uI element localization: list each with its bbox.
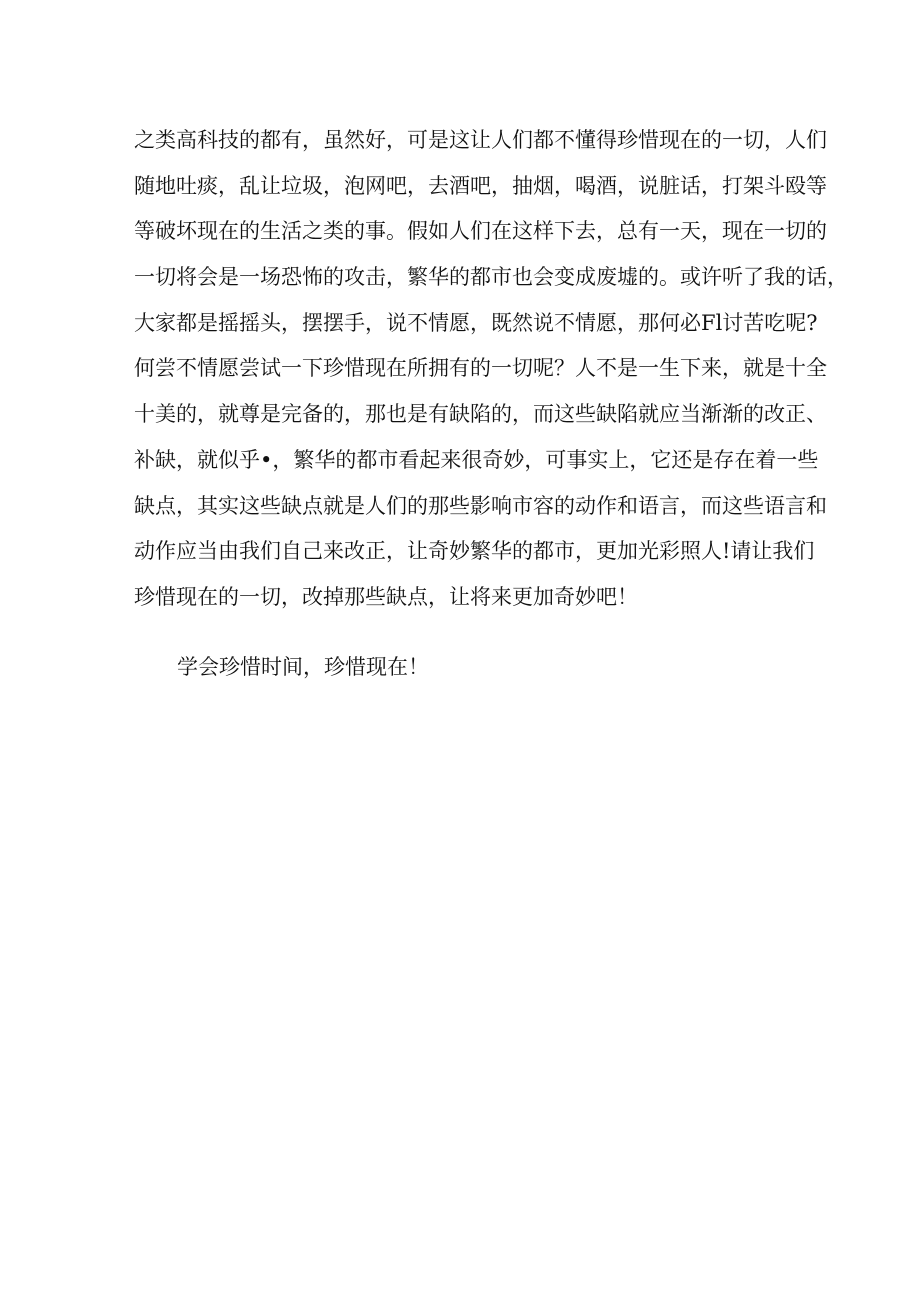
paragraph-line-10: 动作应当由我们自己来改正，让奇妙繁华的都市，更加光彩照人!请让我们 xyxy=(134,539,815,564)
paragraph-line-4: 一切将会是一场恐怖的攻击，繁华的都市也会变成废墟的。或许听了我的话， xyxy=(134,265,848,290)
closing-line: 学会珍惜时间，珍惜现在！ xyxy=(177,655,429,679)
essay-paragraph xyxy=(134,118,848,621)
paragraph-line-5: 大家都是摇摇头，摆摆手，说不情愿，既然说不情愿，那何必Fl讨苦吃呢? xyxy=(134,310,818,335)
paragraph-line-2: 随地吐痰，乱让垃圾，泡网吧，去酒吧，抽烟，喝酒，说脏话，打架斗殴等 xyxy=(134,173,827,198)
paragraph-line-8: 补缺，就似乎•，繁华的都市看起来很奇妙，可事实上，它还是存在着一些 xyxy=(134,447,819,472)
paragraph-line-3: 等破坏现在的生活之类的事。假如人们在这样下去，总有一天，现在一切的 xyxy=(134,219,827,244)
paragraph-line-9: 缺点，其实这些缺点就是人们的那些影响市容的动作和语言，而这些语言和 xyxy=(134,493,827,518)
paragraph-line-7: 十美的，就尊是完备的，那也是有缺陷的，而这些缺陷就应当渐渐的改正、 xyxy=(134,402,827,427)
paragraph-line-1: 之类高科技的都有，虽然好，可是这让人们都不懂得珍惜现在的一切，人们 xyxy=(134,128,827,152)
paragraph-line-6: 何尝不情愿尝试一下珍惜现在所拥有的一切呢？人不是一生下来，就是十全 xyxy=(134,356,827,381)
paragraph-line-11: 珍惜现在的一切，改掉那些缺点，让将来更加奇妙吧！ xyxy=(134,584,638,609)
